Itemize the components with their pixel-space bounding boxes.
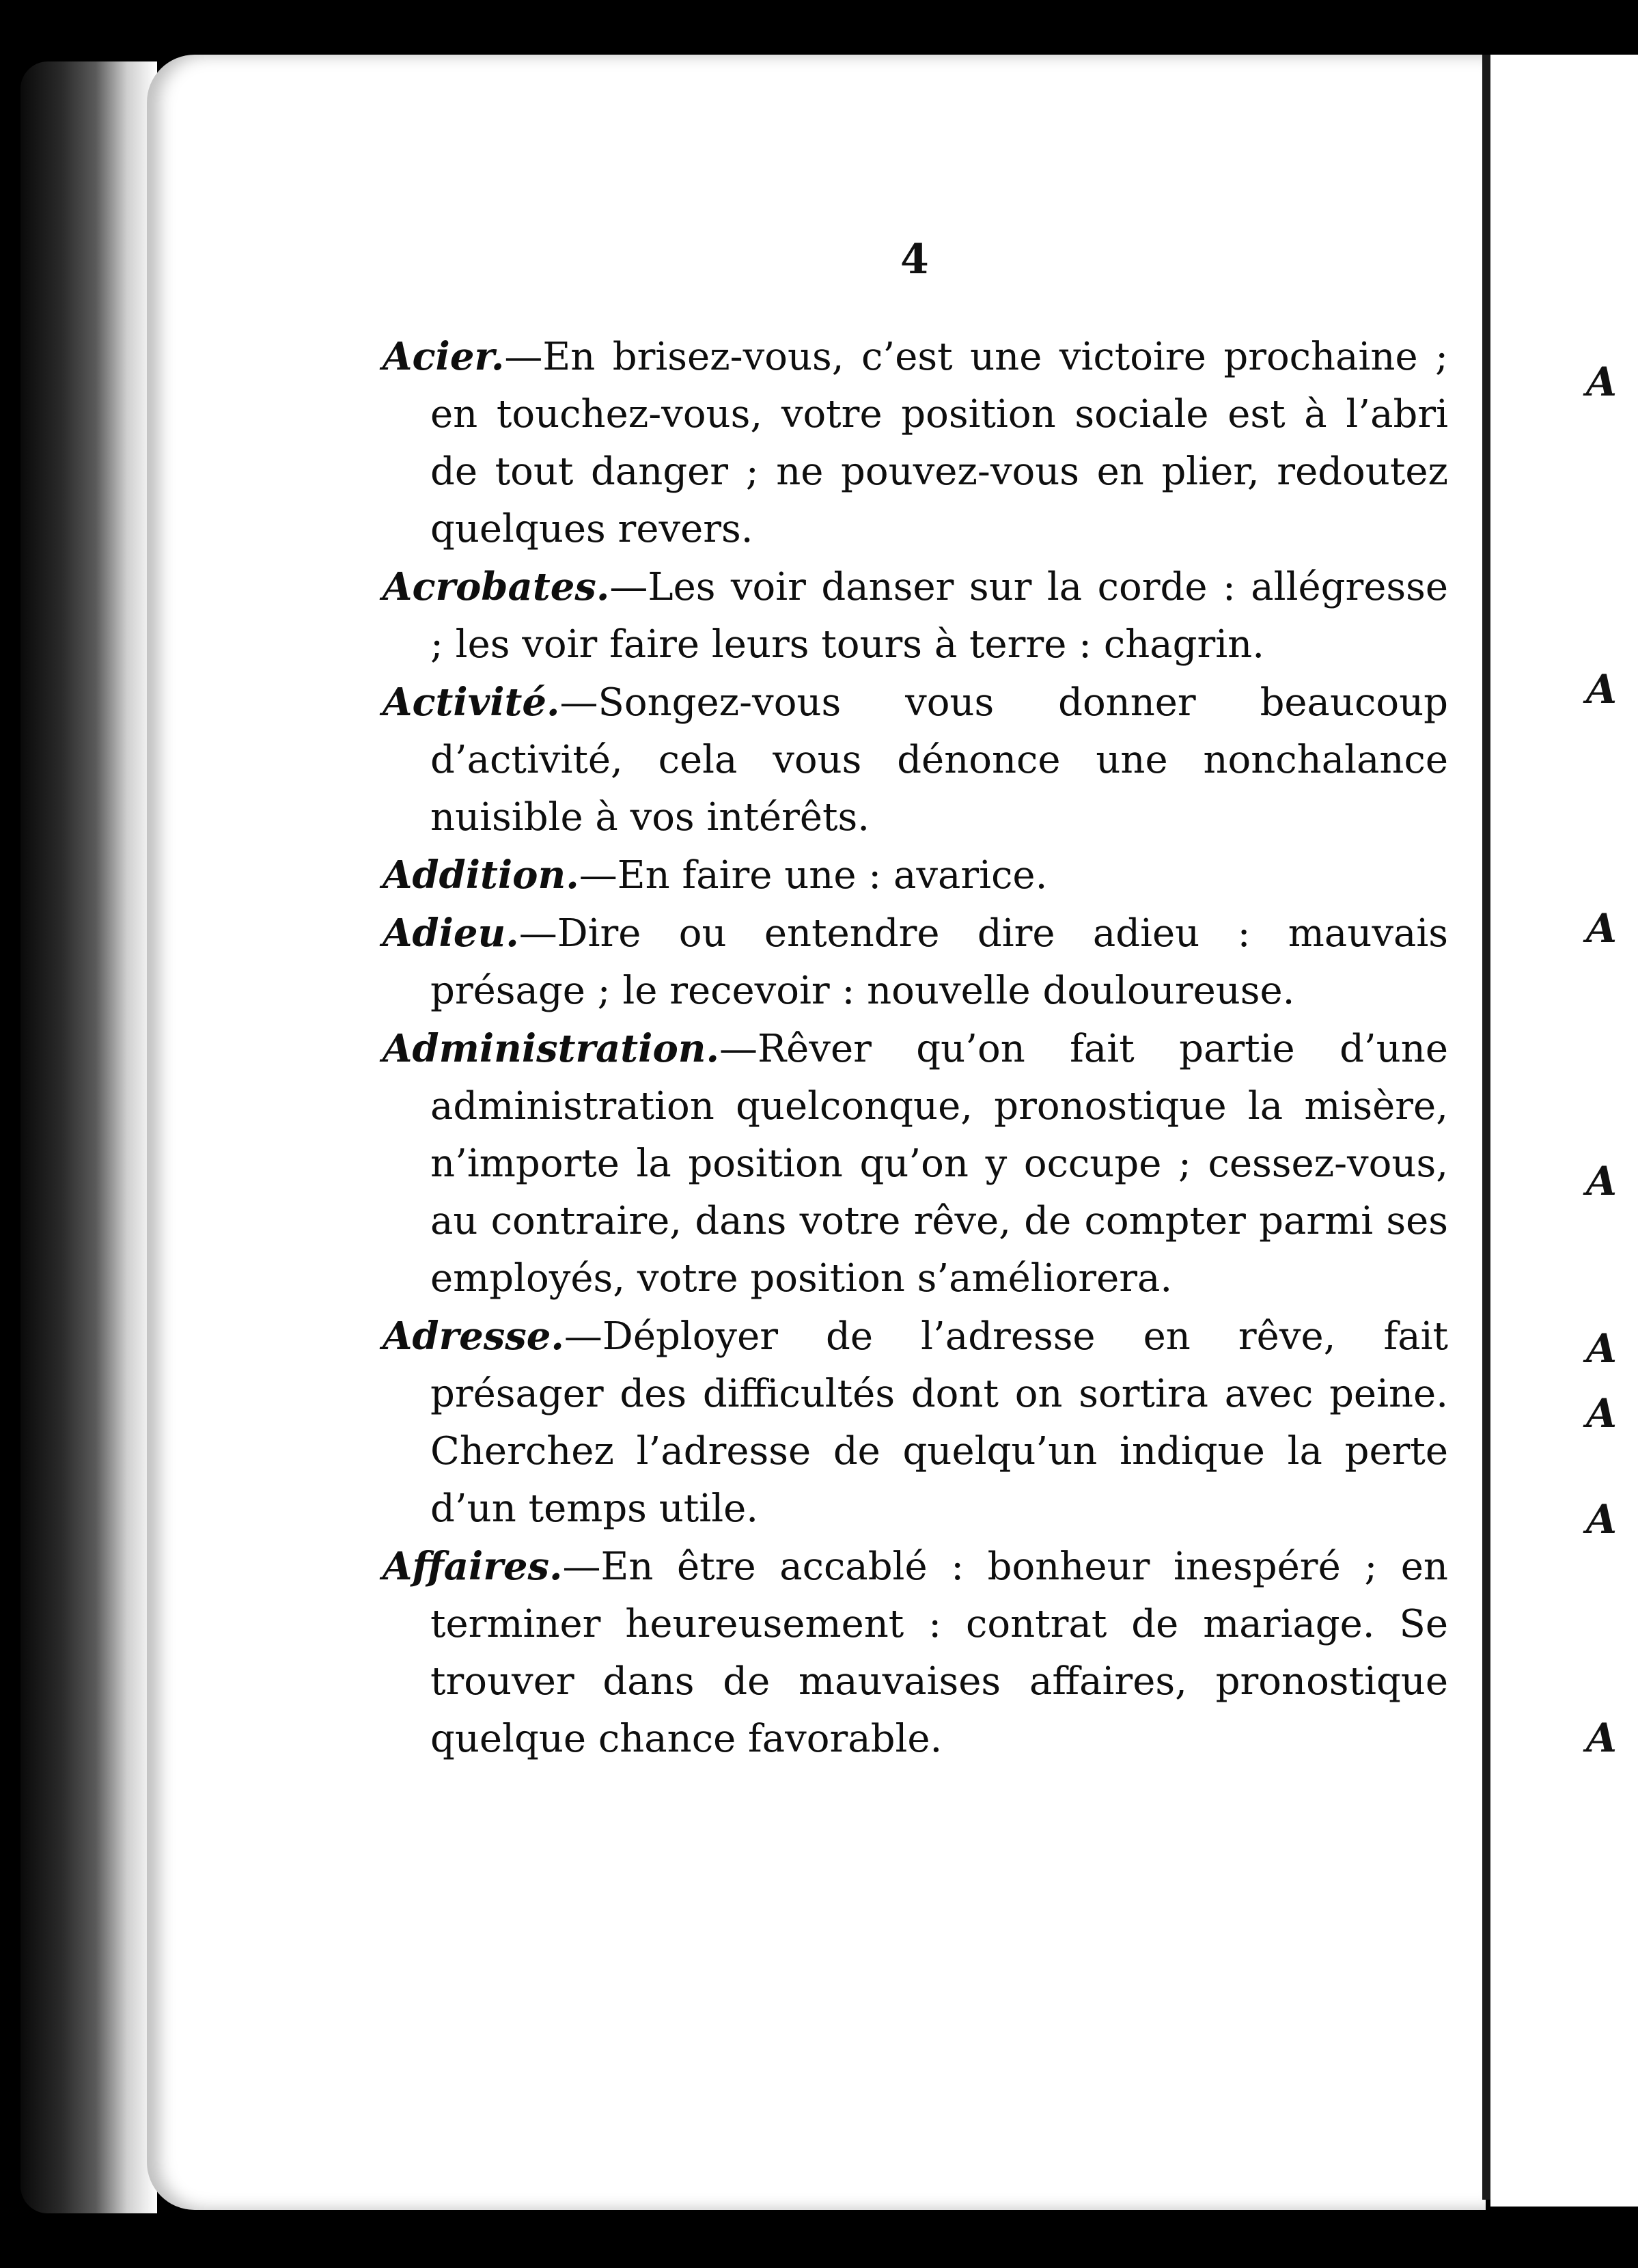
page-gutter [1482,55,1490,2200]
dictionary-entry [383,846,1448,904]
entry-term: Acier. [383,334,505,379]
adjacent-page-fragment: A [1586,666,1618,713]
dictionary-column [383,328,1448,1768]
dictionary-entry [383,1308,1448,1538]
entry-definition: —Les voir danser sur la corde : allégresse ; les voir faire leurs tours à terre : chagrin. [430,565,1448,667]
dictionary-entry [383,674,1448,846]
dictionary-entry [383,1020,1448,1308]
entry-term: Addition. [383,853,579,898]
adjacent-page-fragment: A [1586,1158,1618,1204]
adjacent-page-fragment: A [1586,1325,1618,1372]
adjacent-page-fragment: A [1586,1715,1618,1761]
dictionary-entry [383,558,1448,674]
adjacent-page-fragment: A [1586,1390,1618,1437]
dictionary-entry [383,904,1448,1020]
dictionary-entry [383,1538,1448,1768]
entry-definition: —Dire ou entendre dire adieu : mauvais présage ; le recevoir : nouvelle douloureuse. [430,911,1448,1013]
book-binding-edge [20,61,157,2213]
entry-definition: —En faire une : avarice. [579,853,1048,898]
entry-term: Activité. [383,680,560,725]
entry-term: Adresse. [383,1314,564,1359]
page-number: 4 [900,236,929,284]
entry-term: Adieu. [383,911,519,956]
entry-definition: —En brisez-vous, c’est une victoire prochaine ; en touchez-vous, votre position sociale est à l’abri de tout danger ; ne pouvez-vous en plier, redoutez quelques revers. [430,335,1448,551]
entry-term: Affaires. [383,1544,563,1589]
adjacent-page-fragment: A [1586,359,1618,405]
entry-definition: —Songez-vous vous donner beaucoup d’activité, cela vous dénonce une nonchalance nuisible à vos intérêts. [430,680,1448,840]
entry-definition: —Rêver qu’on fait partie d’une administration quelconque, pronostique la misère, n’importe la position qu’on y occupe ; cessez-vous, au contraire, dans votre rêve, de compter parmi ses employés, votre position s’améliorera. [430,1027,1448,1301]
adjacent-page-fragment: A [1586,905,1618,952]
entry-definition: —En être accablé : bonheur inespéré ; en terminer heureusement : contrat de mariage. Se trouver dans de mauvaises affaires, pronostique quelque chance favorable. [430,1545,1448,1761]
adjacent-page-edge [1490,55,1638,2207]
entry-term: Administration. [383,1026,720,1071]
entry-definition: —Déployer de l’adresse en rêve, fait présager des difficultés dont on sortira avec peine. Cherchez l’adresse de quelqu’un indique la perte d’un temps utile. [430,1314,1448,1531]
entry-term: Acrobates. [383,564,610,609]
adjacent-page-fragment: A [1586,1496,1618,1543]
dictionary-entry [383,328,1448,558]
